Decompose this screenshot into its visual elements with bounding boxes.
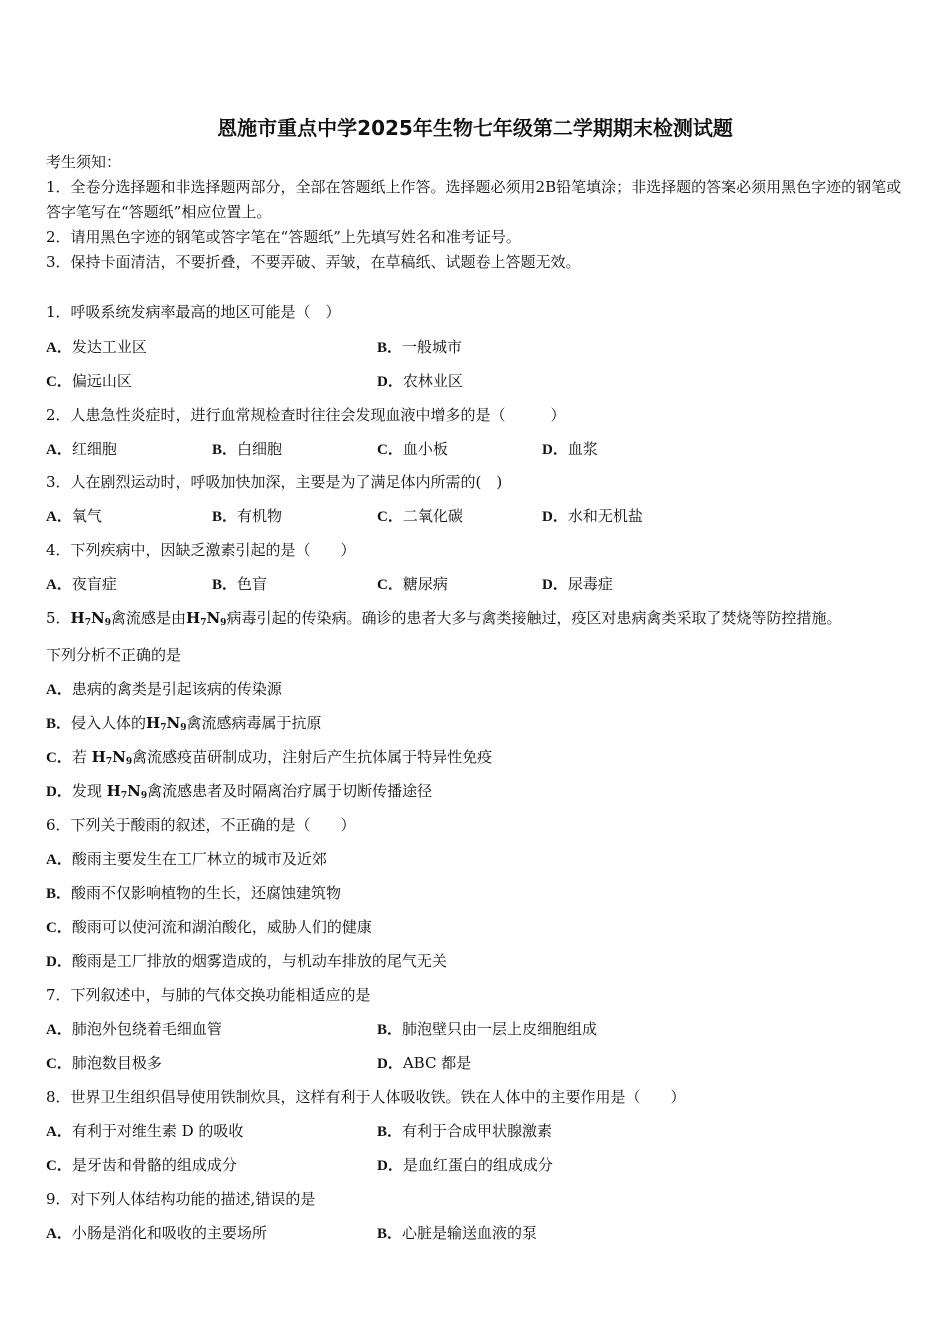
option-d: D．血浆 <box>542 440 598 458</box>
option-b: B．酸雨不仅影响植物的生长，还腐蚀建筑物 <box>46 884 342 902</box>
option-c: C．糖尿病 <box>377 575 448 593</box>
option-a: A．夜盲症 <box>46 575 117 593</box>
notice-block <box>46 150 916 275</box>
option-c: C．肺泡数目极多 <box>46 1054 162 1072</box>
notice-item: 1．全卷分选择题和非选择题两部分，全部在答题纸上作答。选择题必须用2B铅笔填涂；非选择题的答案必须用黑色字迹的钢笔或答字笔写在“答题纸”相应位置上。 <box>46 178 902 221</box>
option-c: C．二氧化碳 <box>377 507 463 525</box>
notice-heading: 考生须知： <box>46 153 122 171</box>
option-b: B．有利于合成甲状腺激素 <box>377 1122 553 1140</box>
option-a: A．小肠是消化和吸收的主要场所 <box>46 1224 267 1242</box>
option-d: D．农林业区 <box>377 372 463 390</box>
option-c: C．偏远山区 <box>46 372 132 390</box>
option-b: B．心脏是输送血液的泵 <box>377 1224 538 1242</box>
question-stem: 1．呼吸系统发病率最高的地区可能是（ ） <box>46 303 341 321</box>
option-d: D．发现 $H_7N_9$禽流感患者及时隔离治疗属于切断传播途径 <box>46 782 433 801</box>
option-a: A．红细胞 <box>46 440 117 458</box>
option-d: D．是血红蛋白的组成成分 <box>377 1156 553 1174</box>
question-stem: 6．下列关于酸雨的叙述，不正确的是（ ） <box>46 816 356 834</box>
question-stem: 4．下列疾病中，因缺乏激素引起的是（ ） <box>46 541 356 559</box>
option-c: C．酸雨可以使河流和湖泊酸化，威胁人们的健康 <box>46 918 372 936</box>
option-d: D．酸雨是工厂排放的烟雾造成的，与机动车排放的尾气无关 <box>46 952 447 970</box>
question-stem: 3．人在剧烈运动时，呼吸加快加深，主要是为了满足体内所需的( ) <box>46 473 503 491</box>
notice-item: 3．保持卡面清洁，不要折叠，不要弄破、弄皱，在草稿纸、试题卷上答题无效。 <box>46 253 581 271</box>
notice-item: 2．请用黑色字迹的钢笔或答字笔在“答题纸”上先填写姓名和准考证号。 <box>46 228 521 246</box>
option-a: A．氧气 <box>46 507 102 525</box>
option-a: A．有利于对维生素 D 的吸收 <box>46 1122 244 1140</box>
option-b: B．侵入人体的$H_7N_9$禽流感病毒属于抗原 <box>46 714 322 733</box>
option-d: D．水和无机盐 <box>542 507 643 525</box>
option-b: B．色盲 <box>212 575 268 593</box>
question-stem-cont: 下列分析不正确的是 <box>46 646 182 664</box>
question-stem: 2．人患急性炎症时，进行血常规检查时往往会发现血液中增多的是（ ） <box>46 406 566 424</box>
option-a: A．发达工业区 <box>46 338 147 356</box>
option-a: A．肺泡外包绕着毛细血管 <box>46 1020 222 1038</box>
option-b: B．肺泡壁只由一层上皮细胞组成 <box>377 1020 598 1038</box>
option-a: A．患病的禽类是引起该病的传染源 <box>46 680 282 698</box>
question-stem: 8．世界卫生组织倡导使用铁制炊具，这样有利于人体吸收铁。铁在人体中的主要作用是（ ） <box>46 1088 686 1106</box>
option-b: B．白细胞 <box>212 440 283 458</box>
option-c: C．是牙齿和骨骼的组成成分 <box>46 1156 237 1174</box>
question-stem: 7．下列叙述中，与肺的气体交换功能相适应的是 <box>46 986 371 1004</box>
page-title: 恩施市重点中学2025年生物七年级第二学期期末检测试题 <box>217 116 733 140</box>
question-stem: 5．$H_7N_9$禽流感是由$H_7N_9$病毒引起的传染病。确诊的患者大多与禽类接触过，疫区对患病禽类采取了焚烧等防控措施。 <box>46 609 842 628</box>
option-c: C．若 $H_7N_9$禽流感疫苗研制成功，注射后产生抗体属于特异性免疫 <box>46 748 493 767</box>
question-stem: 9．对下列人体结构功能的描述,错误的是 <box>46 1190 316 1208</box>
option-c: C．血小板 <box>377 440 448 458</box>
option-b: B．有机物 <box>212 507 283 525</box>
option-d: D．尿毒症 <box>542 575 613 593</box>
option-b: B．一般城市 <box>377 338 463 356</box>
option-d: D．ABC 都是 <box>377 1054 472 1072</box>
option-a: A．酸雨主要发生在工厂林立的城市及近郊 <box>46 850 327 868</box>
